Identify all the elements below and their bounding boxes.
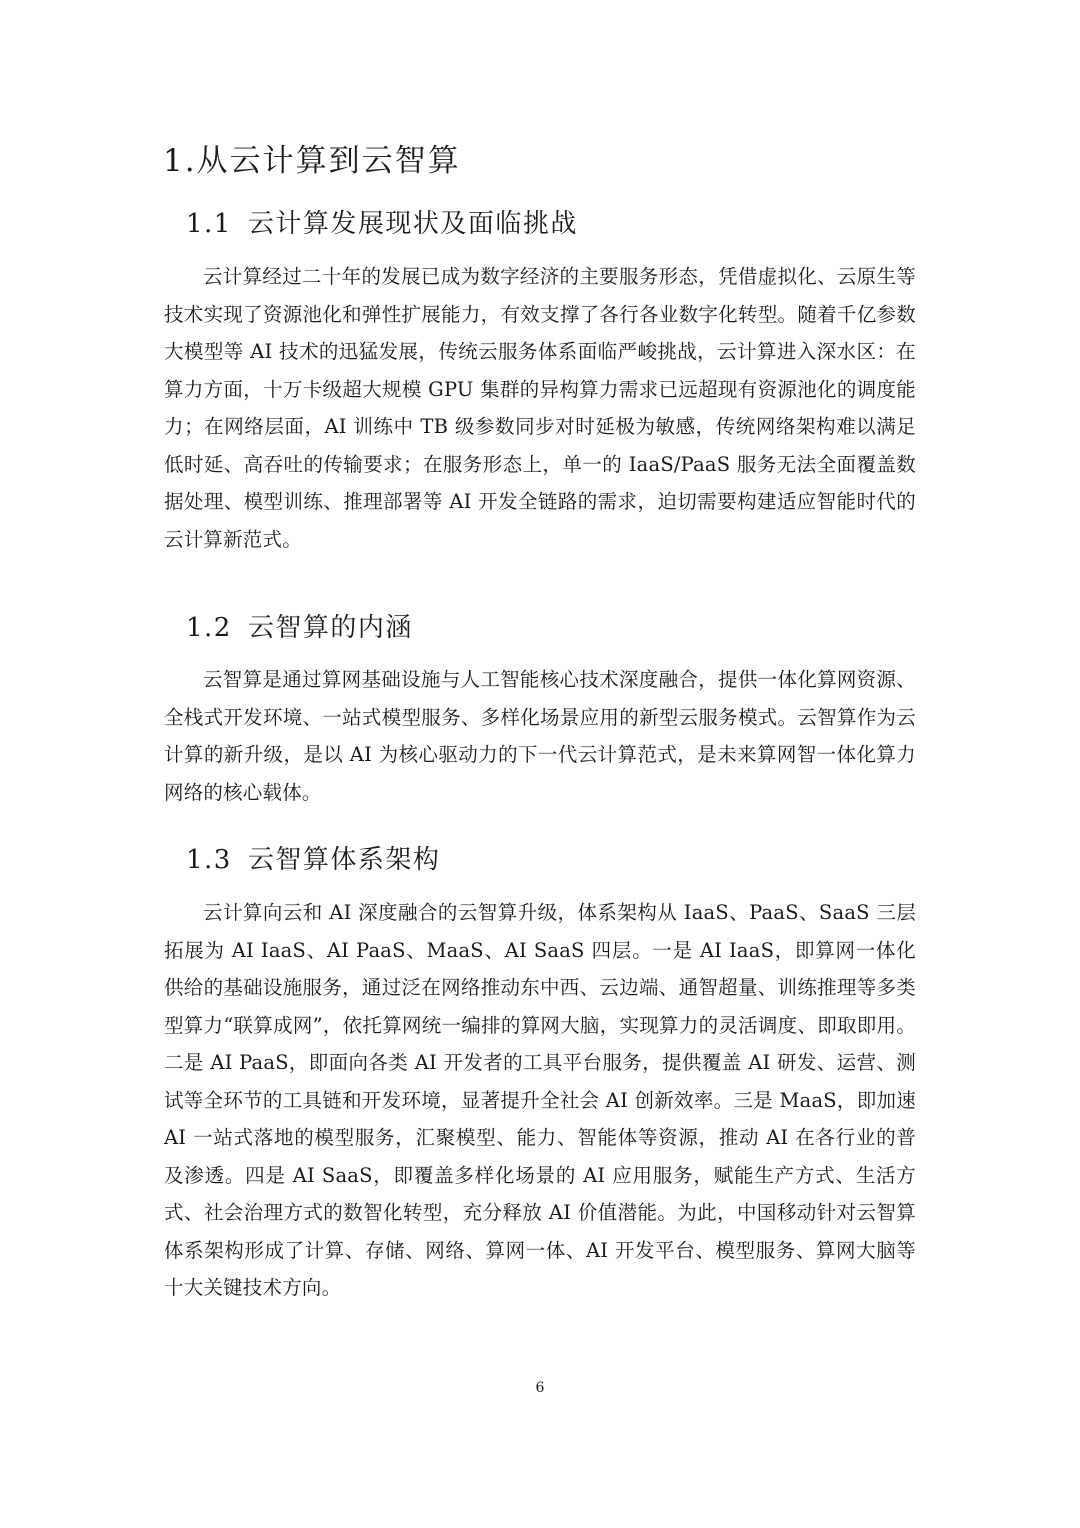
section-heading-1-1: [186, 204, 578, 244]
section-number: 1.2: [186, 613, 232, 643]
section-heading-1-2: [186, 608, 413, 648]
chapter-title: 1.从云计算到云智算: [163, 143, 461, 179]
section-title: 云计算发展现状及面临挑战: [247, 209, 578, 239]
section-number: 1.3: [186, 845, 232, 875]
section-title: 云智算体系架构: [247, 845, 441, 875]
section-paragraph-1-3: 云计算向云和 AI 深度融合的云智算升级，体系架构从 IaaS、PaaS、SaaS 三层拓展为 AI IaaS、AI PaaS、MaaS、AI SaaS 四层。一是 AI IaaS，即算网一体化供给的基础设施服务，通过泛在网络推动东中西、云边端、通智超量、训练推理等多类型算力“联算成网”，依托算网统一编排的算网大脑，实现算力的灵活调度、即取即用。二是 AI PaaS，即面向各类 AI 开发者的工具平台服务，提供覆盖 AI 研发、运营、测试等全环节的工具链和开发环境，显著提升全社会 AI 创新效率。三是 MaaS，即加速 AI 一站式落地的模型服务，汇聚模型、能力、智能体等资源，推动 AI 在各行业的普及渗透。四是 AI SaaS，即覆盖多样化场景的 AI 应用服务，赋能生产方式、生活方式、社会治理方式的数智化转型，充分释放 AI 价值潜能。为此，中国移动针对云智算体系架构形成了计算、存储、网络、算网一体、AI 开发平台、模型服务、算网大脑等十大关键技术方向。: [164, 901, 917, 1299]
section-paragraph-1-1: 云计算经过二十年的发展已成为数字经济的主要服务形态，凭借虚拟化、云原生等技术实现了资源池化和弹性扩展能力，有效支撑了各行各业数字化转型。随着千亿参数大模型等 AI 技术的迅猛发展，传统云服务体系面临严峻挑战，云计算进入深水区：在算力方面，十万卡级超大规模 GPU 集群的异构算力需求已远超现有资源池化的调度能力；在网络层面，AI 训练中 TB 级参数同步对时延极为敏感，传统网络架构难以满足低时延、高吞吐的传输要求；在服务形态上，单一的 IaaS/PaaS 服务无法全面覆盖数据处理、模型训练、推理部署等 AI 开发全链路的需求，迫切需要构建适应智能时代的云计算新范式。: [164, 265, 916, 551]
section-paragraph-1-2: 云智算是通过算网基础设施与人工智能核心技术深度融合，提供一体化算网资源、全栈式开发环境、一站式模型服务、多样化场景应用的新型云服务模式。云智算作为云计算的新升级，是以 AI 为核心驱动力的下一代云计算范式，是未来算网智一体化算力网络的核心载体。: [164, 668, 916, 804]
page-number: 6: [535, 1380, 545, 1396]
section-number: 1.1: [186, 209, 232, 239]
section-title: 云智算的内涵: [247, 613, 413, 643]
section-heading-1-3: [186, 840, 440, 880]
